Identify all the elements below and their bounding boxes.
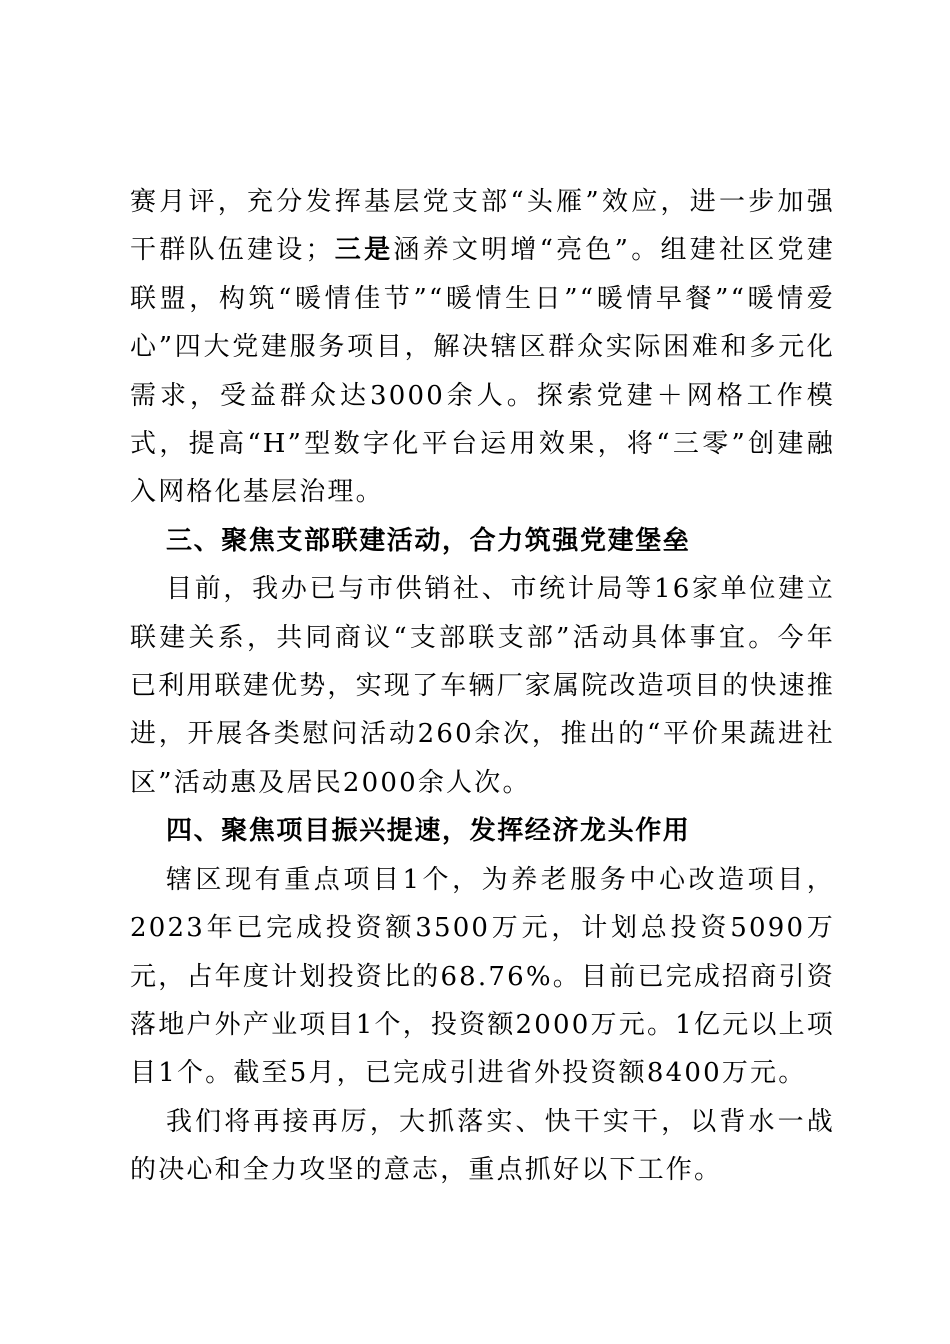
paragraph-continued	[130, 178, 835, 517]
bold-phrase: 三是	[333, 235, 394, 266]
section-heading-4: 四、聚焦项目振兴提速，发挥经济龙头作用	[166, 816, 691, 847]
section-heading-3: 三、聚焦支部联建活动，合力筑强党建堡垒	[166, 525, 691, 556]
document-body	[130, 178, 835, 1195]
paragraph-section-3: 目前，我办已与市供销社、市统计局等16家单位建立联建关系，共同商议“支部联支部”活动具体事宜。今年已利用联建优势，实现了车辆厂家属院改造项目的快速推进，开展各类慰问活动260余次，推出的“平价果蔬进社区”活动惠及居民2000余人次。	[130, 574, 836, 798]
paragraph-closing: 我们将再接再厉，大抓落实、快干实干，以背水一战的决心和全力攻坚的意志，重点抓好以下工作。	[130, 1106, 835, 1186]
paragraph-section-4: 辖区现有重点项目1个，为养老服务中心改造项目，2023年已完成投资额3500万元，计划总投资5090万元，占年度计划投资比的68.76%。目前已完成招商引资落地户外产业项目1个，投资额2000万元。1亿元以上项目1个。截至5月，已完成引进省外投资额8400万元。	[130, 864, 835, 1089]
paragraph-text: 涵养文明增“亮色”。组建社区党建联盟，构筑“暖情佳节”“暖情生日”“暖情早餐”“暖情爱心”四大党建服务项目，解决辖区群众实际困难和多元化需求，受益群众达3000余人。探索党建＋网格工作模式，提高“H”型数字化平台运用效果，将“三零”创建融入网格化基层治理。	[130, 235, 835, 508]
paragraph-text: 赛月评，充分发挥基层党支部“头雁”效应，进一步加强干群队伍建设；	[130, 187, 835, 266]
